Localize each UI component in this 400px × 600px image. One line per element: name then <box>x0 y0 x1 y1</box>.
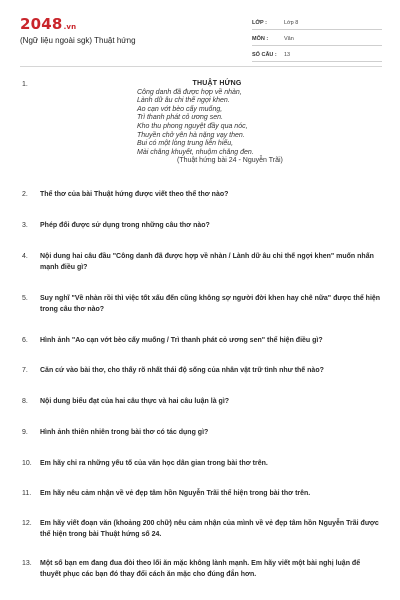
meta-row-class <box>252 14 382 30</box>
question-number: 13. <box>22 560 32 567</box>
header-divider <box>20 66 382 67</box>
question-text: Suy nghĩ "Về nhàn rồi thì việc tốt xấu đến cũng không sợ người đời khen hay chê nữa" được thể hiện trong câu thơ nào? <box>40 295 381 313</box>
question-number: 6. <box>22 337 28 344</box>
meta-label: LỚP : <box>252 20 267 26</box>
question-text: Một số bạn em đang đua đòi theo lối ăn mặc không lành mạnh. Em hãy viết một bài nghị luận để thuyết phục các bạn đó thay đổi cách ăn mặc cho đúng đắn hơn. <box>40 560 361 578</box>
question-text: Thể thơ của bài Thuật hứng được viết theo thể thơ nào? <box>40 191 229 198</box>
meta-box <box>252 14 382 62</box>
question-number: 1. <box>22 81 28 88</box>
poem-line: Công danh đã được hợp về nhàn, <box>137 88 242 96</box>
question-text: Nội dung hai câu đầu "Công danh đã được hợp về nhàn / Lành dữ âu chi thế ngợi khen" muốn nhấn mạnh điều gì? <box>40 253 374 271</box>
meta-value: Lớp 8 <box>284 20 299 26</box>
question-number: 4. <box>22 253 28 260</box>
poem-block <box>137 80 297 166</box>
poem-title: THUẬT HỨNG <box>192 80 242 87</box>
poem-line: Bui có một lòng trung liễn hiếu, <box>137 140 234 148</box>
page-header <box>0 0 400 66</box>
question-number: 3. <box>22 222 28 229</box>
logo-text: 2048 <box>20 15 63 33</box>
question-number: 7. <box>22 367 28 374</box>
meta-value: 13 <box>284 52 291 58</box>
question-number: 5. <box>22 295 28 302</box>
poem-line: Thuyền chở yên hà nặng vạy then. <box>137 131 245 139</box>
meta-value: Văn <box>284 36 294 42</box>
question-text: Em hãy chỉ ra những yếu tố của văn học dân gian trong bài thơ trên. <box>40 460 268 467</box>
question-number: 10. <box>22 460 32 467</box>
question-number: 12. <box>22 520 32 527</box>
question-number: 9. <box>22 429 28 436</box>
question-text: Hình ảnh "Ao cạn vớt bèo cấy muống / Trì thanh phát cỏ ương sen" thể hiện điều gì? <box>40 337 323 344</box>
meta-label: MÔN : <box>252 36 269 42</box>
poem-line: Lành dữ âu chi thế ngợi khen. <box>137 97 230 105</box>
question-number: 11. <box>22 490 32 497</box>
question-number: 8. <box>22 398 28 405</box>
meta-row-count <box>252 46 382 62</box>
question-text: Em hãy nêu cảm nhận về vẻ đẹp tâm hồn Nguyễn Trãi thể hiện trong bài thơ trên. <box>40 490 311 497</box>
question-text: Em hãy viết đoạn văn (khoảng 200 chữ) nêu cảm nhận của mình về vẻ đẹp tâm hồn Nguyễn Trãi được thể hiện trong bài Thuật hứng số 24. <box>40 520 379 538</box>
site-logo[interactable] <box>20 15 76 33</box>
poem-line: Trì thanh phát cỏ ương sen. <box>137 114 223 122</box>
question-number: 2. <box>22 191 28 198</box>
poem-line: Mài chăng khuyết, nhuộm chăng đen. <box>137 148 254 156</box>
meta-row-subject <box>252 30 382 46</box>
poem-source: (Thuật hứng bài 24 - Nguyễn Trãi) <box>177 157 283 165</box>
poem-line: Ao cạn vớt bèo cấy muống, <box>137 105 223 113</box>
question-text: Phép đối được sử dụng trong những câu thơ nào? <box>40 222 210 229</box>
question-text: Căn cứ vào bài thơ, cho thấy rõ nhất thái độ sống của nhân vật trữ tình như thế nào? <box>40 367 324 374</box>
logo-suffix: .vn <box>63 23 77 31</box>
poem-line: Kho thu phong nguyệt đầy qua nóc, <box>137 122 248 130</box>
question-text: Nội dung biểu đạt của hai câu thực và hai câu luận là gì? <box>40 398 230 405</box>
document-title: (Ngữ liệu ngoài sgk) Thuật hứng <box>20 36 136 45</box>
question-text: Hình ảnh thiên nhiên trong bài thơ có tác dụng gì? <box>40 429 209 436</box>
meta-label: SỐ CÂU : <box>252 52 277 58</box>
